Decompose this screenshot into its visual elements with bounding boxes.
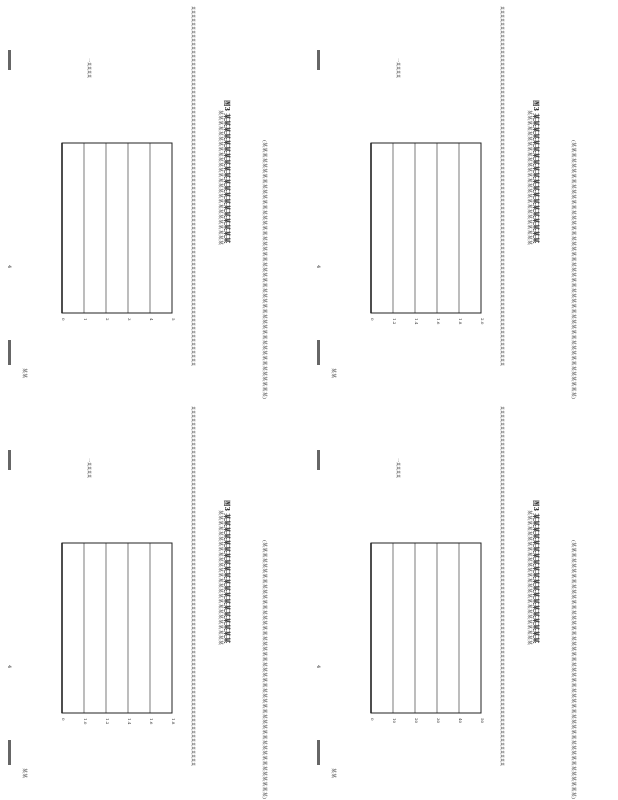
y-axis-label: 某某 [330,368,336,379]
y-tick-label: 1.6 [436,318,441,325]
y-axis-label: 某某 [330,768,336,779]
y-tick-label: 1.2 [392,318,397,325]
y-tick-label: 5 [171,318,176,321]
y-axis-label: 某某 [21,368,27,379]
y-tick-label: 0 [61,318,66,321]
chart-frame [62,143,172,313]
y-tick-label: 0 [61,718,66,721]
binding-mark [8,450,11,470]
figure-subtitle: 某某某某某某某某某某某某某某某某某某某某某某某某某某 [526,510,532,646]
document-page [309,400,614,800]
y-tick-label: 2 [105,318,110,321]
page-number: 4 [315,265,321,269]
body-text: 某某某某某某某某某某某某某某某某某某某某某某某某某某某某某某某某某某某某某某某某某某某某某某某某某某某某某某某某某某某某某某某某某某某某某某某某某某某某某某某某某某某某某某某某某某 [191,406,196,766]
binding-mark [8,50,11,70]
document-page [0,400,305,800]
binding-mark [317,50,320,70]
y-tick-label: 50 [480,718,485,724]
y-tick-label: 10 [392,718,397,724]
chart-legend: 一某某某某 [396,458,401,478]
chart-legend: 一某某某某 [87,58,92,78]
figure-title: 图3 某某某某某某某某某某某某某某某某某某某某 [532,100,540,244]
y-tick-label: 1.8 [458,318,463,325]
y-tick-label: 1.2 [105,718,110,725]
y-tick-label: 30 [436,718,441,724]
y-tick-label: 4 [149,318,154,321]
figure-caption: (某某某某某某某某某某某某某某某某某某某某某某某某某某某某某某某某某某某某某某某某某某某某某某某某某) [261,140,267,400]
chart-grid [361,140,491,315]
figure-subtitle: 某某某某某某某某某某某某某某某某某某某某某某某某某某 [217,510,223,646]
y-tick-label: 40 [458,718,463,724]
figure-caption: (某某某某某某某某某某某某某某某某某某某某某某某某某某某某某某某某某某某某某某某某某某某某某某某某某) [261,540,267,800]
y-tick-label: 1.6 [149,718,154,725]
figure-subtitle: 某某某某某某某某某某某某某某某某某某某某某某某某某某 [526,110,532,246]
figure-caption: (某某某某某某某某某某某某某某某某某某某某某某某某某某某某某某某某某某某某某某某某某某某某某某某某某) [570,540,576,800]
body-text: 某某某某某某某某某某某某某某某某某某某某某某某某某某某某某某某某某某某某某某某某某某某某某某某某某某某某某某某某某某某某某某某某某某某某某某某某某某某某某某某某某某某某某某某某某某 [191,6,196,366]
binding-mark [317,740,320,765]
chart-legend: 一某某某某 [396,58,401,78]
binding-mark [8,340,11,365]
chart-grid [361,540,491,715]
y-tick-label: 0 [370,718,375,721]
chart-grid [52,540,182,715]
figure-subtitle: 某某某某某某某某某某某某某某某某某某某某某某某某某某 [217,110,223,246]
chart-frame [62,543,172,713]
y-tick-label: 3 [127,318,132,321]
figure-caption: (某某某某某某某某某某某某某某某某某某某某某某某某某某某某某某某某某某某某某某某某某某某某某某某某某) [570,140,576,400]
y-tick-label: 20 [414,718,419,724]
y-tick-label: 1.4 [127,718,132,725]
chart-grid [52,140,182,315]
chart-frame [371,143,481,313]
y-tick-label: 1 [83,318,88,321]
y-tick-label: 1.8 [171,718,176,725]
page-number: 4 [315,665,321,669]
body-text: 某某某某某某某某某某某某某某某某某某某某某某某某某某某某某某某某某某某某某某某某某某某某某某某某某某某某某某某某某某某某某某某某某某某某某某某某某某某某某某某某某某某某某某某某某某 [500,406,505,766]
page-number: 4 [6,665,12,669]
page-number: 4 [6,265,12,269]
body-text: 某某某某某某某某某某某某某某某某某某某某某某某某某某某某某某某某某某某某某某某某某某某某某某某某某某某某某某某某某某某某某某某某某某某某某某某某某某某某某某某某某某某某某某某某某某 [500,6,505,366]
binding-mark [317,450,320,470]
y-axis-label: 某某 [21,768,27,779]
y-tick-label: 0 [370,318,375,321]
figure-title: 图3 某某某某某某某某某某某某某某某某某某某某 [223,100,231,244]
y-tick-label: 1.4 [414,318,419,325]
figure-title: 图3 某某某某某某某某某某某某某某某某某某某某 [532,500,540,644]
binding-mark [8,740,11,765]
chart-frame [371,543,481,713]
binding-mark [317,340,320,365]
document-page [0,0,305,400]
chart-legend: 一某某某某 [87,458,92,478]
document-page [309,0,614,400]
y-tick-label: 1.0 [83,718,88,725]
y-tick-label: 2.0 [480,318,485,325]
figure-title: 图3 某某某某某某某某某某某某某某某某某某某某 [223,500,231,644]
